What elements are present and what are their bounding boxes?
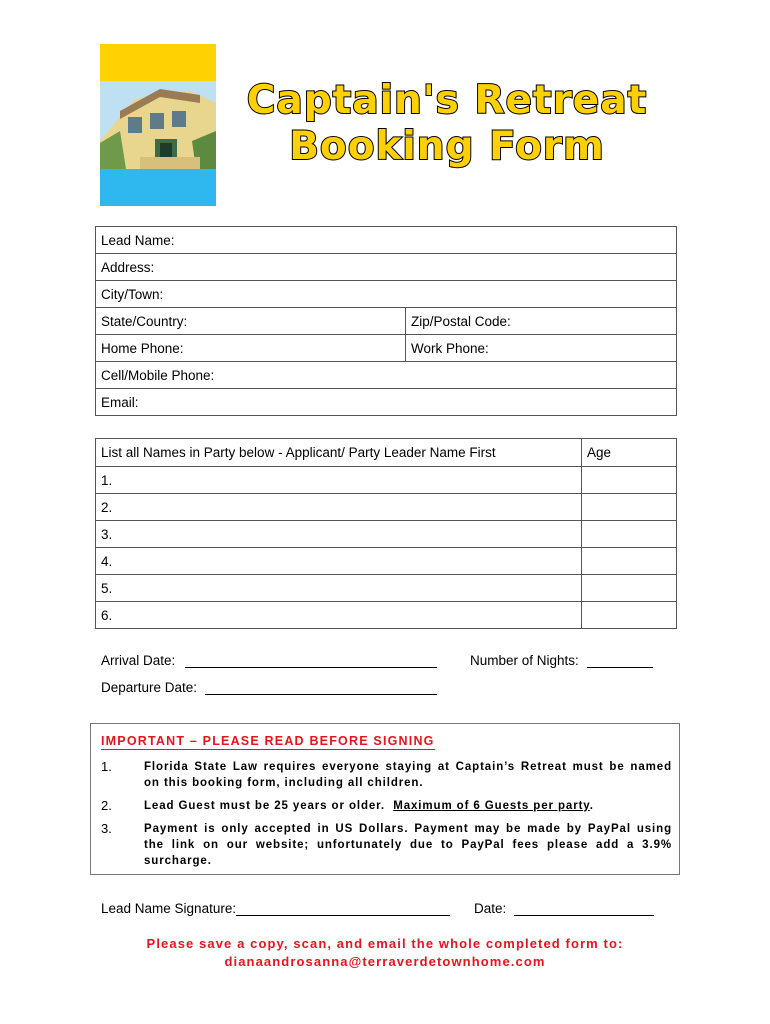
table-row — [96, 254, 677, 281]
important-title: IMPORTANT – PLEASE READ BEFORE SIGNING — [101, 734, 435, 748]
page-title — [232, 78, 662, 170]
zip-field[interactable]: Zip/Postal Code: — [406, 308, 677, 335]
party-age-5[interactable] — [582, 575, 677, 602]
item-text: Florida State Law requires everyone staying at Captain’s Retreat must be named on this booking form, including all children. — [144, 761, 672, 789]
footer-line-1: Please save a copy, scan, and email the whole completed form to: — [146, 936, 624, 951]
party-name-6[interactable]: 6. — [96, 602, 582, 629]
item-text: Payment is only accepted in US Dollars. Payment may be made by PayPal using the link on our website; unfortunately due to PayPal fees please add a 3.9% surcharge. — [144, 823, 672, 867]
table-row — [96, 335, 677, 362]
item-text-end: . — [589, 800, 594, 812]
table-row — [96, 362, 677, 389]
important-item-1 — [101, 759, 671, 793]
title-line-1: Captain's Retreat — [246, 78, 648, 123]
nights-input[interactable] — [587, 654, 653, 668]
item-text — [144, 798, 672, 814]
table-row — [96, 521, 677, 548]
party-age-4[interactable] — [582, 548, 677, 575]
state-field[interactable]: State/Country: — [96, 308, 406, 335]
table-row — [96, 227, 677, 254]
max-guests-text: Maximum of 6 Guests per party — [393, 800, 590, 812]
logo — [100, 44, 216, 206]
party-table — [95, 438, 677, 629]
table-row — [96, 494, 677, 521]
party-age-2[interactable] — [582, 494, 677, 521]
departure-date-label: Departure Date: — [101, 680, 198, 695]
email-instructions — [95, 935, 675, 971]
party-age-1[interactable] — [582, 467, 677, 494]
party-age-header: Age — [582, 439, 677, 467]
item-number: 1. — [101, 759, 112, 774]
address-field[interactable]: Address: — [96, 254, 677, 281]
party-age-6[interactable] — [582, 602, 677, 629]
party-age-3[interactable] — [582, 521, 677, 548]
item-number: 2. — [101, 798, 112, 813]
work-phone-field[interactable]: Work Phone: — [406, 335, 677, 362]
arrival-date-label: Arrival Date: — [101, 653, 176, 668]
item-number: 3. — [101, 821, 112, 836]
party-name-3[interactable]: 3. — [96, 521, 582, 548]
party-name-1[interactable]: 1. — [96, 467, 582, 494]
lead-name-field[interactable]: Lead Name: — [96, 227, 677, 254]
arrival-date-row — [101, 653, 437, 668]
signature-label: Lead Name Signature: — [101, 901, 237, 916]
email-field[interactable]: Email: — [96, 389, 677, 416]
party-header-row — [96, 439, 677, 467]
departure-date-row — [101, 680, 437, 695]
signature-row — [101, 901, 450, 916]
party-name-2[interactable]: 2. — [96, 494, 582, 521]
arrival-date-input[interactable] — [185, 654, 437, 668]
title-line-2: Booking Form — [289, 124, 605, 169]
home-phone-field[interactable]: Home Phone: — [96, 335, 406, 362]
item-text-part: Lead Guest must be 25 years or older. — [144, 800, 386, 812]
table-row — [96, 389, 677, 416]
signature-input[interactable] — [236, 902, 450, 916]
signature-date-row — [474, 901, 654, 916]
logo-blue-band — [100, 169, 216, 206]
departure-date-input[interactable] — [205, 681, 437, 695]
table-row — [96, 308, 677, 335]
nights-row — [470, 653, 653, 668]
cell-phone-field[interactable]: Cell/Mobile Phone: — [96, 362, 677, 389]
contact-details-table — [95, 226, 677, 416]
table-row — [96, 575, 677, 602]
signature-date-input[interactable] — [514, 902, 654, 916]
party-name-5[interactable]: 5. — [96, 575, 582, 602]
city-field[interactable]: City/Town: — [96, 281, 677, 308]
important-notice-box — [90, 723, 680, 875]
important-item-2 — [101, 798, 671, 816]
nights-label: Number of Nights: — [470, 653, 579, 668]
table-row — [96, 548, 677, 575]
logo-yellow-band — [100, 44, 216, 81]
party-names-header: List all Names in Party below - Applicant/ Party Leader Name First — [96, 439, 582, 467]
signature-date-label: Date: — [474, 901, 507, 916]
table-row — [96, 602, 677, 629]
party-name-4[interactable]: 4. — [96, 548, 582, 575]
table-row — [96, 467, 677, 494]
important-item-3 — [101, 821, 671, 871]
table-row — [96, 281, 677, 308]
footer-email[interactable]: dianaandrosanna@terraverdetownhome.com — [224, 954, 546, 969]
house-photo — [100, 81, 216, 169]
